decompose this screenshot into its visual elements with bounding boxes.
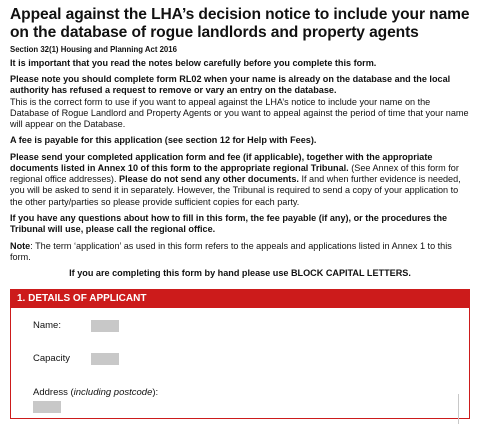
address-input[interactable] [33, 401, 61, 413]
legislation-reference: Section 32(1) Housing and Planning Act 2016 [10, 45, 177, 55]
rl02-paragraph [10, 74, 470, 130]
send-instructions-bold: Please send your completed application form and fee (if applicable), together with the appropriate documents listed in Annex 10 of this form to the appropriate regional Tribunal. [10, 151, 433, 173]
address-label-end: ): [152, 387, 159, 398]
no-other-documents: Please do not send any other documents. [119, 174, 299, 185]
fee-notice: A fee is payable for this application (see section 12 for Help with Fees). [10, 135, 317, 146]
address-label-start: Address ( [33, 387, 74, 398]
correct-form-text: This is the correct form to use if you want to appeal against the LHA’s notice to include your name on the Database of Rogue Landlord and Property Agents or you want to appeal against the period of time that your name will appear on the Database. [10, 96, 469, 130]
intro-notice: It is important that you read the notes below carefully before you complete this form. [10, 57, 377, 68]
applicant-details-section [10, 289, 470, 419]
evidence-text: If and when further evidence is needed, you will be asked to send it in separately. However, the Tribunal is required to send a copy of your application to the other party/parties so please provide sufficient copies for each party. [10, 174, 461, 207]
name-label: Name: [33, 320, 61, 332]
questions-notice: If you have any questions about how to fill in this form, the fee payable (if any), or the procedures the Tribunal will use, please call the regional office. [10, 213, 448, 235]
sending-instructions [10, 152, 470, 208]
block-capitals-notice: If you are completing this form by hand please use BLOCK CAPITAL LETTERS. [69, 268, 411, 279]
form-title: Appeal against the LHA’s decision notice to include your name on the database of rogue landlords and property agents [10, 6, 470, 42]
rl02-note: Please note you should complete form RL02 when your name is already on the database and the local authority has refused a request to remove or vary an entry on the database. [10, 74, 451, 96]
annex-reference: (See Annex of this form for regional office addresses). [10, 162, 459, 185]
name-input[interactable] [91, 320, 119, 332]
address-label-hint: including postcode [73, 387, 153, 398]
section-heading: 1. DETAILS OF APPLICANT [11, 290, 469, 308]
note-text: : The term ‘application’ as used in this form refers to the appeals and applications listed in Annex 1 to this form. [10, 240, 452, 262]
capacity-input[interactable] [91, 353, 119, 365]
note-label: Note [10, 240, 31, 251]
note-paragraph [10, 241, 470, 264]
capacity-row [33, 353, 119, 365]
name-row [33, 320, 119, 332]
capacity-label: Capacity [33, 353, 70, 365]
address-field-border [458, 394, 459, 424]
address-label [33, 387, 158, 399]
